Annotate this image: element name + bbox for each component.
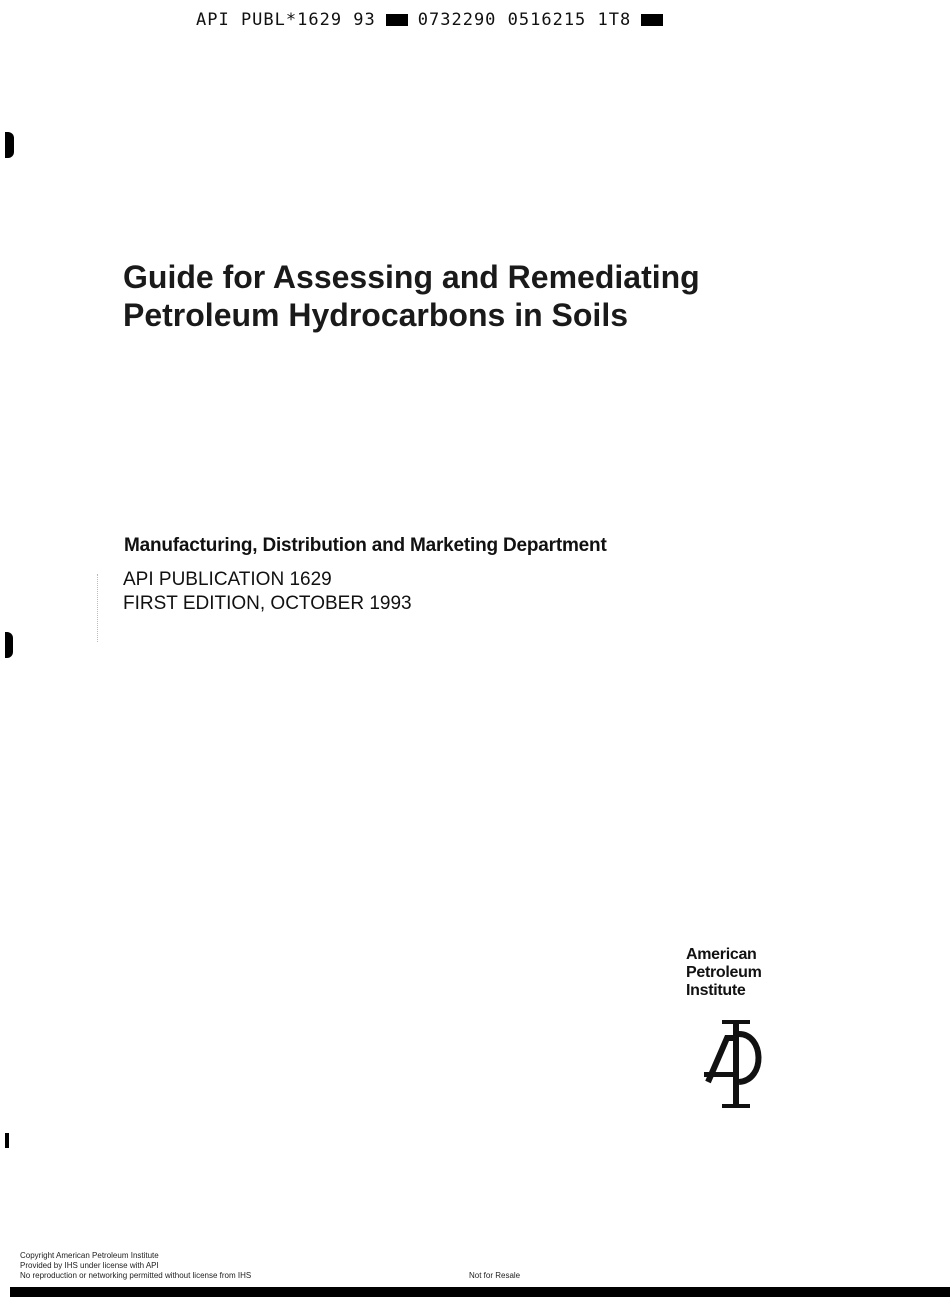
api-logo-icon xyxy=(700,1018,766,1110)
publication-number: API PUBLICATION 1629 xyxy=(123,569,332,590)
document-title xyxy=(123,258,843,334)
footer-provider: Provided by IHS under license with API xyxy=(20,1261,159,1270)
title-line-2: Petroleum Hydrocarbons in Soils xyxy=(123,297,628,333)
redaction-block xyxy=(386,14,408,26)
footer-copyright: Copyright American Petroleum Institute xyxy=(20,1251,159,1260)
document-code-header xyxy=(196,10,673,30)
document-code-part2: 0732290 0516215 1T8 xyxy=(417,10,632,30)
footer-not-for-resale: Not for Resale xyxy=(469,1271,521,1280)
department-name: Manufacturing, Distribution and Marketing Department xyxy=(124,535,607,556)
organization-line-3: Institute xyxy=(686,982,746,999)
organization-name xyxy=(686,946,762,1000)
title-line-1: Guide for Assessing and Remediating xyxy=(123,259,700,295)
publication-edition: FIRST EDITION, OCTOBER 1993 xyxy=(123,593,412,614)
scan-edge-mark xyxy=(5,132,14,158)
organization-line-1: American xyxy=(686,946,757,963)
scan-dotted-line xyxy=(97,574,98,642)
scan-bottom-bar xyxy=(10,1287,950,1297)
scan-edge-mark xyxy=(5,632,13,658)
redaction-block xyxy=(641,14,663,26)
document-code-part1: API PUBL*1629 93 xyxy=(196,10,376,30)
scan-edge-mark xyxy=(5,1133,9,1148)
organization-line-2: Petroleum xyxy=(686,964,762,981)
footer-notice xyxy=(20,1251,251,1281)
publication-info xyxy=(123,568,412,616)
footer-restriction: No reproduction or networking permitted without license from IHS xyxy=(20,1271,252,1280)
